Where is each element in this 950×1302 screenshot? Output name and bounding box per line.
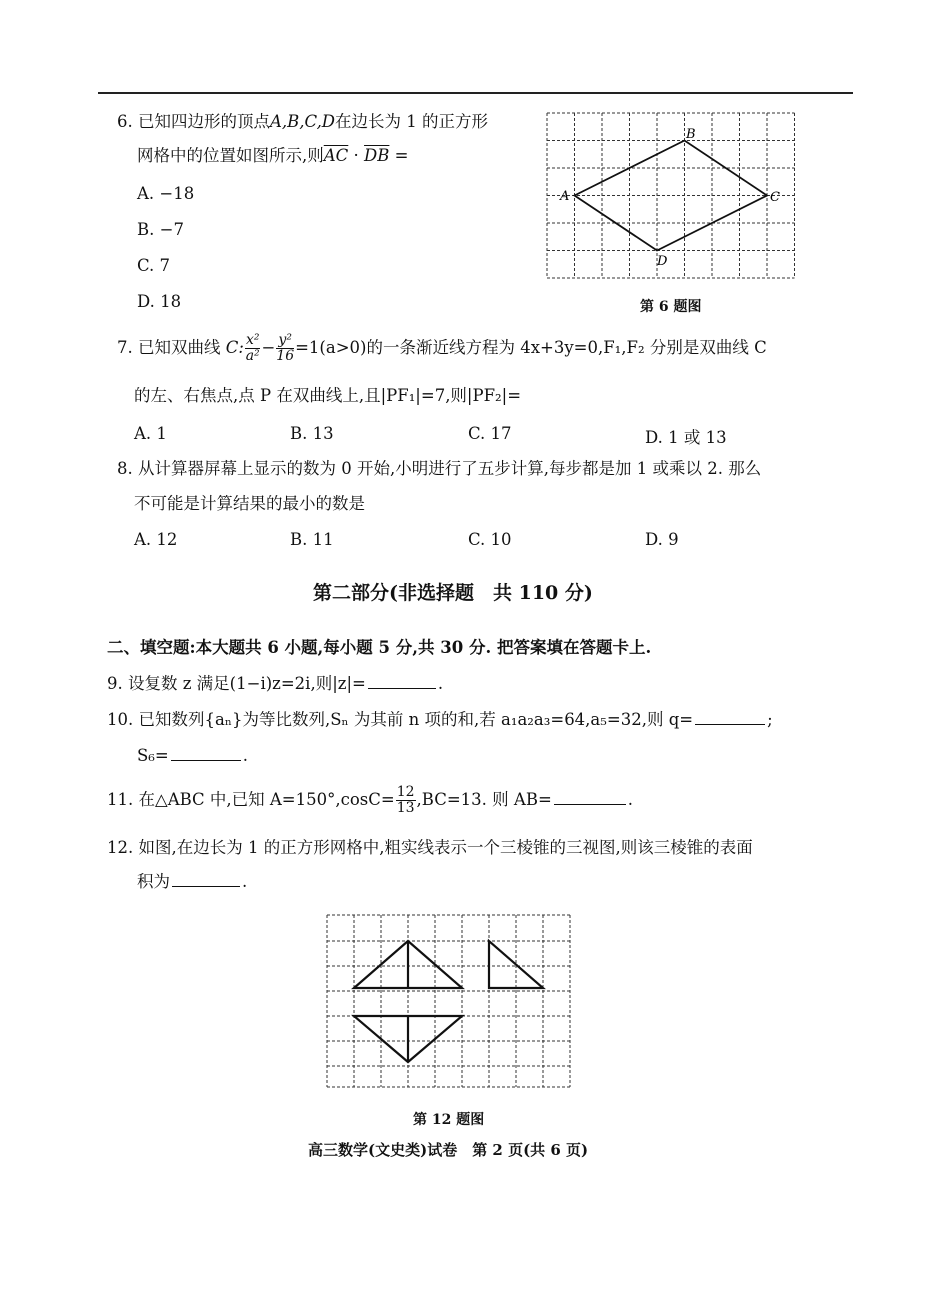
q7-option-c: C. 17: [468, 424, 512, 443]
q12-figure: [322, 910, 582, 1092]
q7-line2: 的左、右焦点,点 P 在双曲线上,且|PF₁|=7,则|PF₂|=: [134, 386, 522, 405]
q10-line2: S₆= .: [137, 746, 248, 765]
q7-option-d: D. 1 或 13: [645, 428, 727, 447]
q11-answer-blank: [554, 803, 626, 805]
q8-option-c: C. 10: [468, 530, 512, 549]
label-c: C: [770, 190, 780, 205]
q7-option-a: A. 1: [134, 424, 167, 443]
page-footer: 高三数学(文史类)试卷 第 2 页(共 6 页): [308, 1141, 589, 1159]
q10-q-blank: [695, 723, 765, 725]
q6-option-b: B. −7: [137, 220, 184, 239]
q11-line: 11. 在△ABC 中,已知 A=150°,cosC= $\frac{12}{13}$ ,BC=13. 则 AB= .: [107, 783, 634, 816]
q8-option-a: A. 12: [134, 530, 178, 549]
vector-db: $\overline{DB}$: [364, 146, 390, 165]
q7-option-b: B. 13: [290, 424, 334, 443]
q9-answer-blank: [368, 687, 436, 689]
q8-option-b: B. 11: [290, 530, 334, 549]
q10-line1: 10. 已知数列{aₙ}为等比数列,Sₙ 为其前 n 项的和,若 a₁a₂a₃=64,a₅=32,则 q= ;: [107, 710, 773, 729]
fill-in-heading: 二、填空题:本大题共 6 小题,每小题 5 分,共 30 分. 把答案填在答题卡上.: [107, 638, 652, 657]
top-rule: [98, 92, 853, 94]
q12-caption: 第 12 题图: [413, 1112, 485, 1128]
q8-option-d: D. 9: [645, 530, 679, 549]
fraction-12-13: $\frac{12}{13}$: [396, 783, 415, 816]
q12-line1: 12. 如图,在边长为 1 的正方形网格中,粗实线表示一个三棱锥的三视图,则该三棱锥的表面: [107, 838, 753, 857]
vector-ac: $\overline{AC}$: [323, 146, 349, 165]
q12-answer-blank: [172, 885, 240, 887]
part2-heading: 第二部分(非选择题 共 110 分): [313, 582, 593, 604]
q12-line2: 积为 .: [137, 872, 248, 891]
q6-option-d: D. 18: [137, 292, 182, 311]
q6-option-c: C. 7: [137, 256, 171, 275]
fraction-y2-16: $\frac{\text{y²}}{16}$: [276, 331, 295, 364]
label-d: D: [657, 254, 668, 269]
q10-s6-blank: [171, 759, 241, 761]
fraction-x2-a2: $\frac{\text{x²}}{\text{a²}}$: [245, 331, 260, 364]
label-a: A: [560, 189, 570, 204]
q6-figure: [540, 108, 802, 288]
q8-line2: 不可能是计算结果的最小的数是: [134, 494, 365, 513]
q6-line1: 6. 已知四边形的顶点A,B,C,D在边长为 1 的正方形: [117, 112, 489, 131]
q6-option-a: A. −18: [137, 184, 195, 203]
q8-line1: 8. 从计算器屏幕上显示的数为 0 开始,小明进行了五步计算,每步都是加 1 或乘以 2. 那么: [117, 459, 762, 478]
q6-caption: 第 6 题图: [640, 299, 702, 315]
label-b: B: [686, 127, 696, 142]
q9-line: 9. 设复数 z 满足(1−i)z=2i,则|z|= .: [107, 674, 444, 693]
q7-line1: 7. 已知双曲线 C: $\frac{\text{x²}}{\text{a²}}$ − $\frac{\text{y²}}{16}$ =1(a>0)的一条渐近线方程为 4x+3y=0,F₁,F₂ 分别是双曲线 C: [117, 331, 767, 364]
q6-line2: 网格中的位置如图所示,则$\overline{AC} \cdot \overline{DB}$ =: [137, 146, 409, 165]
